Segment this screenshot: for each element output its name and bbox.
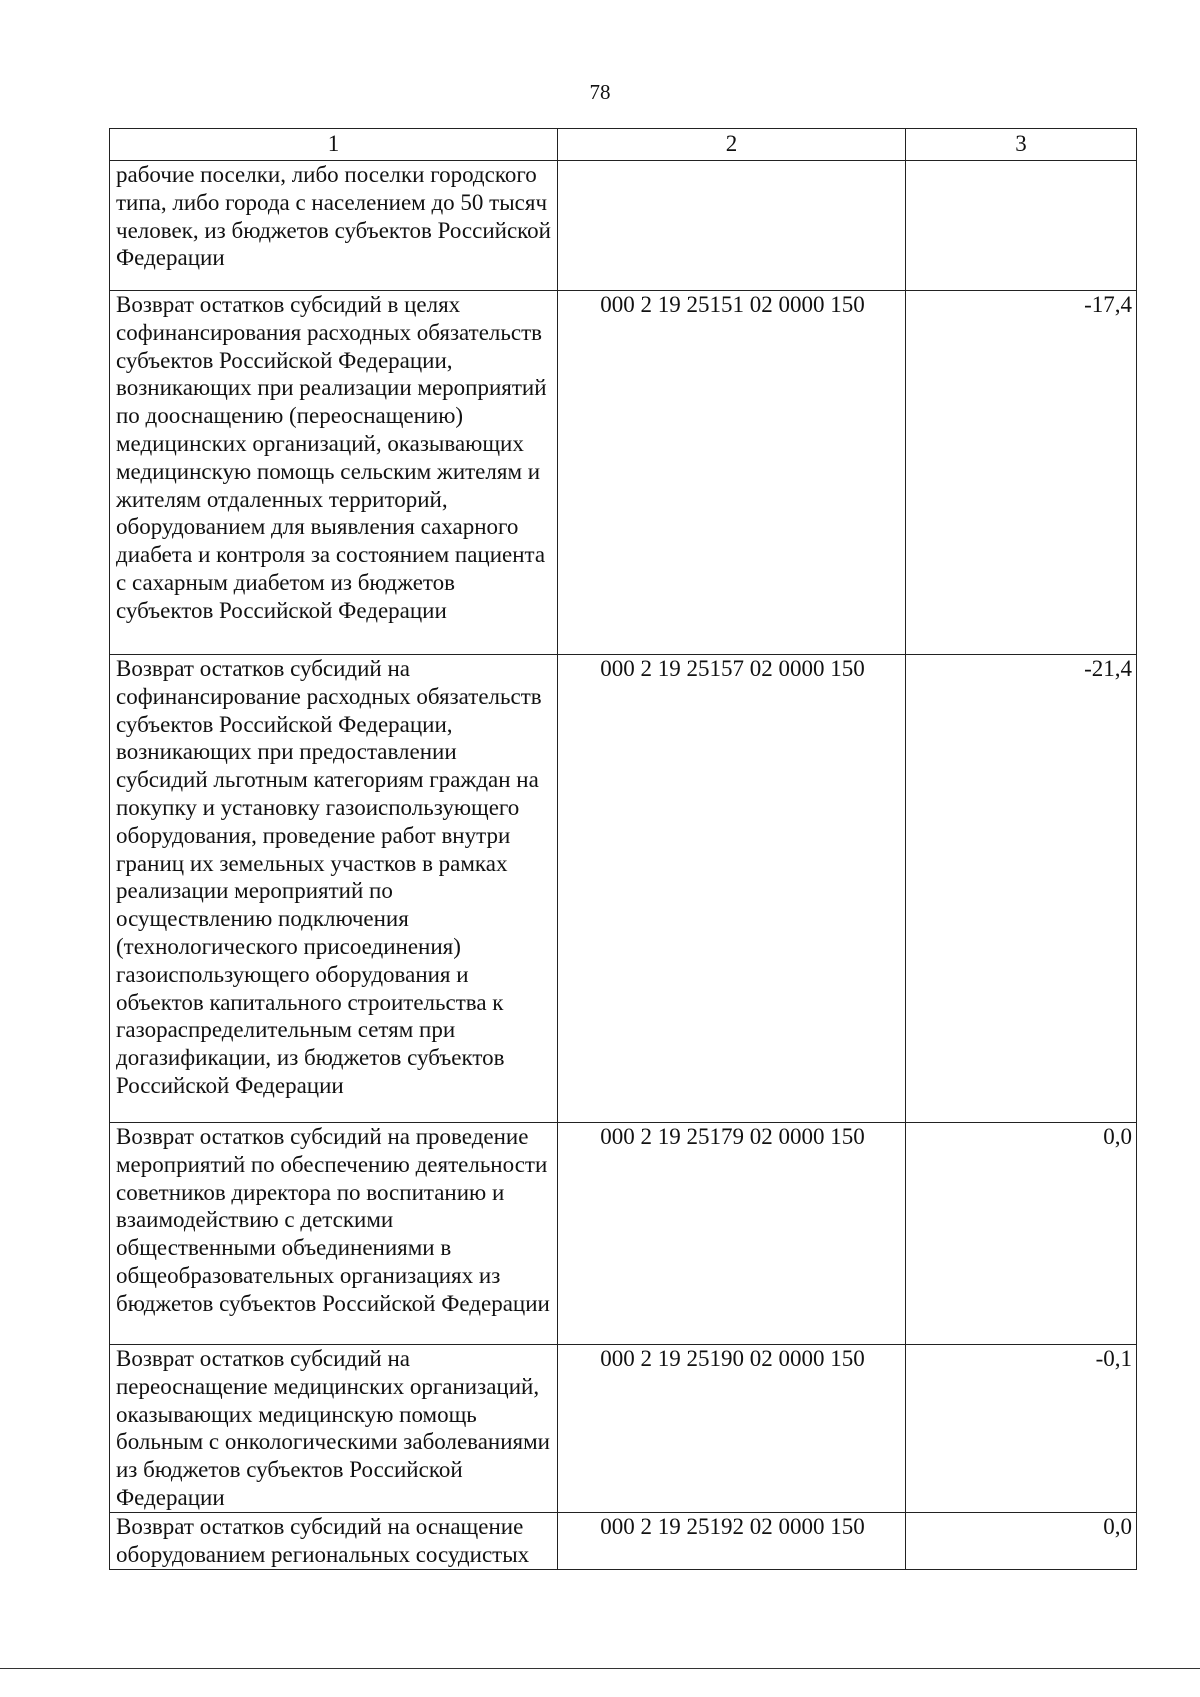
table-row [110, 291, 1137, 655]
row-code-cell: 000 2 19 25157 02 0000 150 [558, 655, 906, 1123]
row-name-cell: рабочие поселки, либо поселки городского типа, либо города с населением до 50 тысяч человек, из бюджетов субъектов Российской Федерации [110, 161, 558, 291]
table-row [110, 1123, 1137, 1345]
row-value-cell: -17,4 [906, 291, 1137, 655]
column-header-1: 1 [110, 129, 558, 161]
table-row [110, 1513, 1137, 1570]
row-value-cell: 0,0 [906, 1513, 1137, 1570]
row-code-cell: 000 2 19 25151 02 0000 150 [558, 291, 906, 655]
row-value-cell [906, 161, 1137, 291]
page-number: 78 [589, 80, 611, 104]
row-code-cell [558, 161, 906, 291]
row-value-cell: 0,0 [906, 1123, 1137, 1345]
table-row [110, 1345, 1137, 1513]
row-name-cell: Возврат остатков субсидий на переоснащение медицинских организаций, оказывающих медицинскую помощь больным с онкологическими заболеваниями из бюджетов субъектов Российской Федерации [110, 1345, 558, 1513]
row-code-cell: 000 2 19 25192 02 0000 150 [558, 1513, 906, 1570]
page-bottom-rule [0, 1668, 1200, 1669]
row-value-cell: -21,4 [906, 655, 1137, 1123]
row-name-cell: Возврат остатков субсидий на проведение мероприятий по обеспечению деятельности советников директора по воспитанию и взаимодействию с детскими общественными объединениями в общеобразовательных организациях из бюджетов субъектов Российской Федерации [110, 1123, 558, 1345]
row-name-cell: Возврат остатков субсидий на софинансирование расходных обязательств субъектов Российской Федерации, возникающих при предоставлении субсидий льготным категориям граждан на покупку и установку газоиспользующего оборудования, проведение работ внутри границ их земельных участков в рамках реализации мероприятий по осуществлению подключения (технологического присоединения) газоиспользующего оборудования и объектов капитального строительства к газораспределительным сетям при догазификации, из бюджетов субъектов Российской Федерации [110, 655, 558, 1123]
row-value-cell: -0,1 [906, 1345, 1137, 1513]
budget-table [109, 128, 1137, 1570]
row-name-cell: Возврат остатков субсидий в целях софинансирования расходных обязательств субъектов Российской Федерации, возникающих при реализации мероприятий по дооснащению (переоснащению) медицинских организаций, оказывающих медицинскую помощь сельским жителям и жителям отдаленных территорий, оборудованием для выявления сахарного диабета и контроля за состоянием пациента с сахарным диабетом из бюджетов субъектов Российской Федерации [110, 291, 558, 655]
table-header-row [110, 129, 1137, 161]
table-row [110, 655, 1137, 1123]
column-header-3: 3 [906, 129, 1137, 161]
table-row [110, 161, 1137, 291]
row-name-cell: Возврат остатков субсидий на оснащение оборудованием региональных сосудистых [110, 1513, 558, 1570]
column-header-2: 2 [558, 129, 906, 161]
row-code-cell: 000 2 19 25190 02 0000 150 [558, 1345, 906, 1513]
row-code-cell: 000 2 19 25179 02 0000 150 [558, 1123, 906, 1345]
